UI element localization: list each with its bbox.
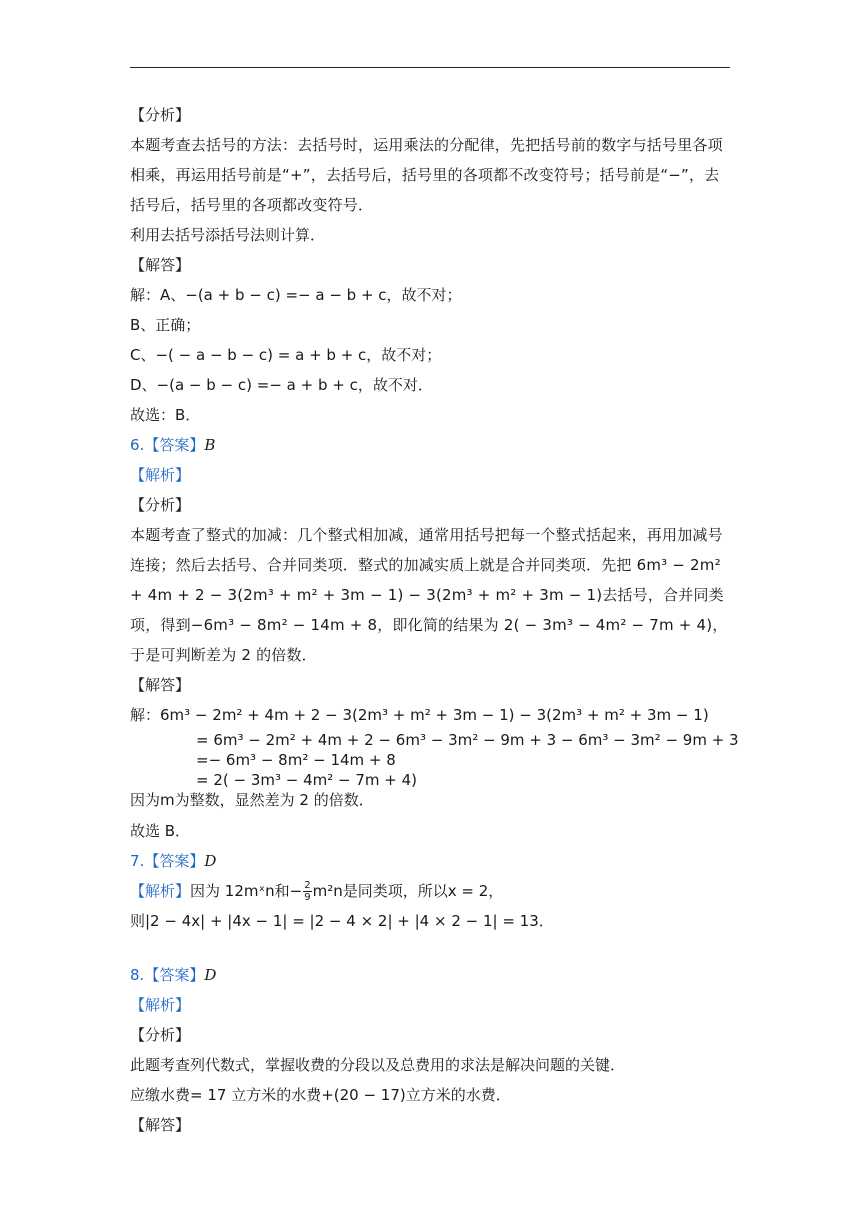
q8-number: 8. (130, 966, 145, 984)
q5-analysis-heading: 【分析】 (130, 106, 191, 124)
q5-analysis-text: 本题考查去括号的方法：去括号时，运用乘法的分配律，先把括号前的数字与括号里各项相乘，再运用括号前是“+”，去括号后，括号里的各项都不改变符号；括号前是“−”，去括号后，括号里的各项都改变符号． (130, 136, 723, 214)
q8-answer-line (130, 960, 730, 990)
q6-solution-heading: 【解答】 (130, 676, 191, 694)
q5-solution-option-b: B、正确； (130, 316, 201, 334)
q6-analysis-heading: 【分析】 (130, 496, 191, 514)
q7-answer-line (130, 846, 730, 876)
header-rule (130, 67, 730, 68)
q6-answer-line (130, 430, 730, 460)
q8-analysis-text: 此题考查列代数式，掌握收费的分段以及总费用的求法是解决问题的关键． (130, 1056, 626, 1074)
q6-solution-step-1: 解：6m³ − 2m² + 4m + 2 − 3(2m³ + m² + 3m − 1) − 3(2m³ + m² + 3m − 1) (130, 706, 709, 724)
q6-solution-step-2: = 6m³ − 2m² + 4m + 2 − 6m³ − 3m² − 9m + 3 − 6m³ − 3m² − 9m + 3 (196, 731, 739, 749)
q7-answer-value: D (204, 852, 217, 870)
q6-analysis-text: 本题考查了整式的加减：几个整式相加减，通常用括号把每一个整式括起来，再用加减号连接；然后去括号、合并同类项．整式的加减实质上就是合并同类项．先把 6m³ − 2m² + 4m + 2 − 3(2m³ + m² + 3m − 1) − 3(2m³ + m² + 3m − 1)去括号，合并同类项，得到−6m³ − 8m² − 14m + 8，即化简的结果为 2( − 3m³ − 4m² − 7m + 4)，于是可判断差为 2 的倍数． (130, 526, 728, 664)
q7-explain-computation: 则|2 − 4x| + |4x − 1| = |2 − 4 × 2| + |4 × 2 − 1| = 13． (130, 912, 554, 930)
q5-solution-option-c: C、−( − a − b − c) = a + b + c，故不对； (130, 346, 442, 364)
q5-solution-choice: 故选：B． (130, 406, 201, 424)
q7-answer-tag: 【答案】 (144, 852, 205, 870)
q6-solution-conclusion: 因为m为整数，显然差为 2 的倍数． (130, 791, 374, 809)
q6-solution-choice: 故选 B． (130, 822, 191, 840)
q7-explain-line (130, 876, 730, 906)
q6-solution-step-4: = 2( − 3m³ − 4m² − 7m + 4) (196, 771, 418, 789)
q8-explain-heading: 【解析】 (130, 996, 191, 1014)
q6-solution-step-3: =− 6m³ − 8m² − 14m + 8 (196, 751, 396, 769)
q6-number: 6. (130, 436, 145, 454)
q5-solution-heading: 【解答】 (130, 256, 191, 274)
q7-fraction (303, 880, 311, 903)
q7-explain-heading: 【解析】 (130, 882, 191, 900)
q5-solution-option-a: 解：A、−(a + b − c) =− a − b + c，故不对； (130, 286, 462, 304)
document-body (130, 100, 739, 1140)
q7-explain-text-b: m²n是同类项，所以x = 2， (312, 882, 504, 900)
q7-explain-text-a: 因为 12mˣn和− (190, 882, 303, 900)
q7-fraction-denominator: 9 (304, 892, 311, 903)
q7-number: 7. (130, 852, 145, 870)
q8-analysis-heading: 【分析】 (130, 1026, 191, 1044)
q6-explain-heading: 【解析】 (130, 466, 191, 484)
q8-answer-value: D (204, 966, 217, 984)
q5-solution-option-d: D、−(a − b − c) =− a + b + c，故不对． (130, 376, 433, 394)
q8-solution-heading: 【解答】 (130, 1116, 191, 1134)
q6-answer-value: B (204, 436, 216, 454)
q8-analysis-formula: 应缴水费= 17 立方米的水费+(20 − 17)立方米的水费． (130, 1086, 511, 1104)
q8-answer-tag: 【答案】 (144, 966, 205, 984)
q5-analysis-method: 利用去括号添括号法则计算． (130, 226, 326, 244)
q6-answer-tag: 【答案】 (144, 436, 205, 454)
q7-fraction-numerator: 2 (304, 880, 311, 891)
